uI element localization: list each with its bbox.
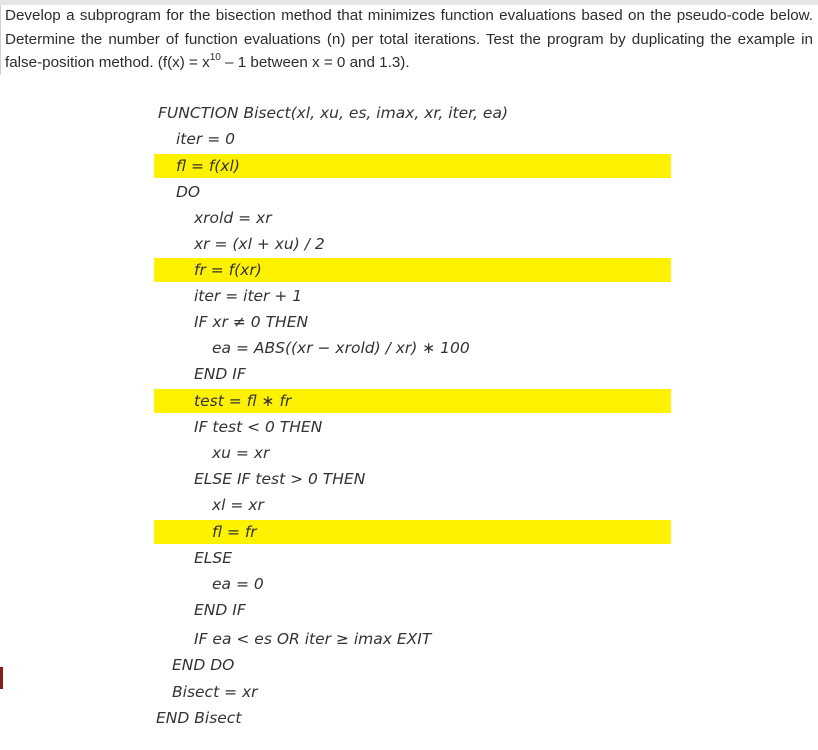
code-line-fl-init: fl = f(xl) — [176, 157, 240, 175]
problem-text-main: Develop a subprogram for the bisection method that minimizes function evaluations based on the pseudo-code below. Determine the number of function evaluations (n) per total iterations. Test the program by duplicating the example in false-position method. (f(x) = x — [5, 7, 813, 71]
code-line-exit-check: IF ea < es OR iter ≥ imax EXIT — [194, 630, 432, 648]
code-line-function-header: FUNCTION Bisect(xl, xu, es, imax, xr, iter, ea) — [158, 104, 508, 122]
problem-text-end: – 1 between x = 0 and 1.3). — [220, 54, 410, 71]
code-line-xrold: xrold = xr — [194, 209, 272, 227]
code-line-end-if-2: END IF — [194, 601, 246, 619]
code-line-end-function: END Bisect — [156, 709, 242, 727]
code-line-return: Bisect = xr — [172, 683, 258, 701]
code-line-iter-init: iter = 0 — [176, 130, 235, 148]
code-line-if-xr: IF xr ≠ 0 THEN — [194, 313, 309, 331]
code-line-fr-eval: fr = f(xr) — [194, 261, 262, 279]
code-line-else-if: ELSE IF test > 0 THEN — [194, 470, 366, 488]
code-line-if-test: IF test < 0 THEN — [194, 418, 323, 436]
code-line-xr-mid: xr = (xl + xu) / 2 — [194, 235, 325, 253]
code-line-do: DO — [176, 183, 201, 201]
code-line-xl-assign: xl = xr — [212, 496, 264, 514]
code-line-xu-assign: xu = xr — [212, 444, 270, 462]
code-line-ea-calc: ea = ABS((xr − xrold) / xr) ∗ 100 — [212, 339, 470, 357]
code-line-end-if: END IF — [194, 365, 246, 383]
code-line-test: test = fl ∗ fr — [194, 392, 292, 410]
code-line-iter-inc: iter = iter + 1 — [194, 287, 303, 305]
code-line-ea-zero: ea = 0 — [212, 575, 264, 593]
problem-exponent: 10 — [209, 51, 221, 63]
code-line-fl-update: fl = fr — [212, 523, 257, 541]
code-line-end-do: END DO — [172, 656, 235, 674]
code-line-else: ELSE — [194, 549, 233, 567]
